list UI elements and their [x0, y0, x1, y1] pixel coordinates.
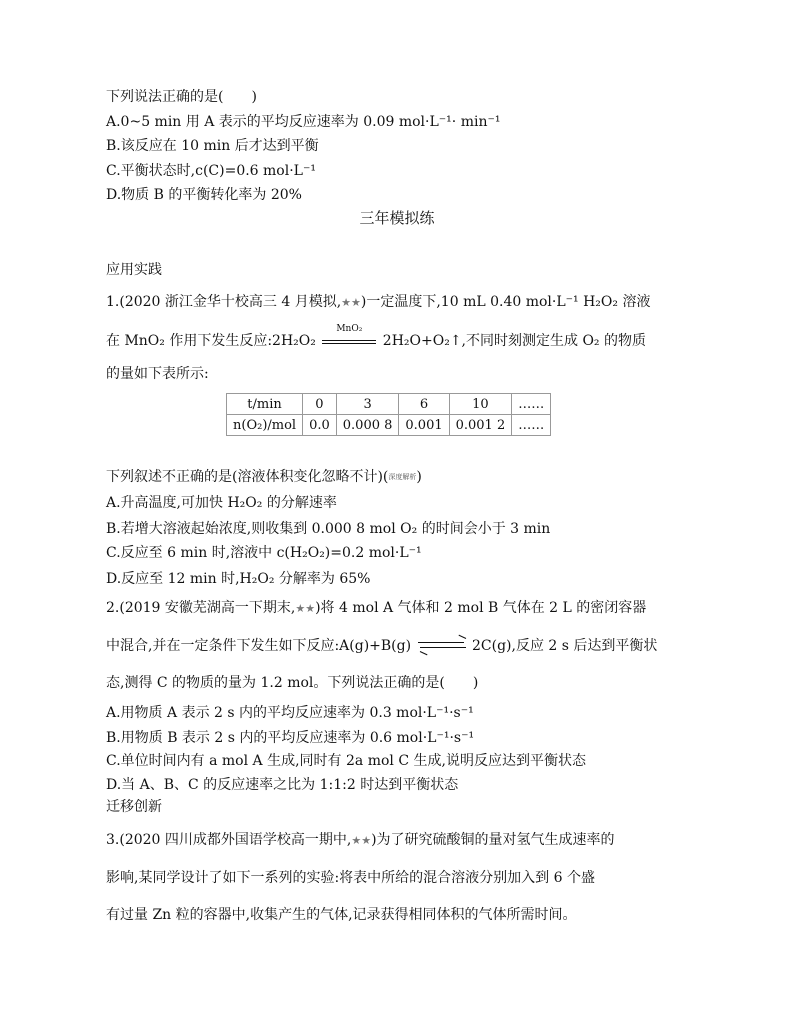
- prev-question-stem: 下列说法正确的是( ): [106, 89, 257, 105]
- q1-line2: [106, 324, 646, 351]
- deep-analysis-tag: 深度解析: [388, 473, 417, 481]
- table-cell: 10: [449, 394, 512, 415]
- q1-line3: 的量如下表所示:: [106, 366, 209, 382]
- table-cell: 6: [399, 394, 449, 415]
- table-cell: n(O₂)/mol: [227, 415, 303, 436]
- q3-line1-text: )为了研究硫酸铜的量对氢气生成速率的: [371, 832, 615, 848]
- q1-option-d: D.反应至 12 min 时,H₂O₂ 分解率为 65%: [106, 571, 371, 587]
- section-title: 三年模拟练: [359, 209, 435, 227]
- q1-reaction-right: 2H₂O+O₂↑,不同时刻测定生成 O₂ 的物质: [382, 333, 646, 349]
- q2-option-c: C.单位时间内有 a mol A 生成,同时有 2a mol C 生成,说明反应达到平衡状态: [106, 753, 586, 769]
- q3-source: 3.(2020 四川成都外国语学校高一期中,: [106, 832, 352, 848]
- subsection-heading-practice: 应用实践: [106, 262, 162, 278]
- table-row: [227, 415, 551, 436]
- q2-option-b: B.用物质 B 表示 2 s 内的平均反应速率为 0.6 mol·L⁻¹·s⁻¹: [106, 730, 475, 746]
- q2-reaction-right: 2C(g),反应 2 s 后达到平衡状: [471, 638, 658, 654]
- q1-option-b: B.若增大溶液起始浓度,则收集到 0.000 8 mol O₂ 的时间会小于 3 min: [106, 521, 551, 537]
- q3-line3: 有过量 Zn 粒的容器中,收集产生的气体,记录获得相同体积的气体所需时间。: [106, 907, 577, 923]
- prev-option-d: D.物质 B 的平衡转化率为 20%: [106, 187, 302, 203]
- q1-option-c: C.反应至 6 min 时,溶液中 c(H₂O₂)=0.2 mol·L⁻¹: [106, 545, 422, 561]
- q2-line3: 态,测得 C 的物质的量为 1.2 mol。下列说法正确的是( ): [106, 675, 479, 691]
- table-cell: 0.001 2: [449, 415, 512, 436]
- q2-line1: [106, 598, 646, 619]
- table-cell: 0.0: [303, 415, 337, 436]
- table-cell: 3: [336, 394, 399, 415]
- subsection-heading-innovation: 迁移创新: [106, 799, 162, 815]
- table-cell: ……: [512, 415, 551, 436]
- prev-option-a: A.0~5 min 用 A 表示的平均反应速率为 0.09 mol·L⁻¹· min⁻¹: [106, 114, 501, 130]
- table-cell: 0.001: [399, 415, 449, 436]
- prev-option-c: C.平衡状态时,c(C)=0.6 mol·L⁻¹: [106, 163, 316, 179]
- q2-option-d: D.当 A、B、C 的反应速率之比为 1:1:2 时达到平衡状态: [106, 777, 459, 793]
- q2-line1-text: )将 4 mol A 气体和 2 mol B 气体在 2 L 的密闭容器: [315, 600, 647, 616]
- table-cell: ……: [512, 394, 551, 415]
- table-cell: 0: [303, 394, 337, 415]
- table-cell: t/min: [227, 394, 303, 415]
- o2-data-table: [226, 393, 551, 436]
- reaction-arrow-icon: [320, 324, 378, 351]
- catalyst-label: MnO₂: [336, 324, 363, 334]
- q1-line1: [106, 292, 650, 313]
- q2-line2: [106, 636, 657, 656]
- q1-line1-text: )一定温度下,10 mL 0.40 mol·L⁻¹ H₂O₂ 溶液: [360, 294, 651, 310]
- q1-option-a: A.升高温度,可加快 H₂O₂ 的分解速率: [106, 495, 337, 511]
- difficulty-star-icon: ★★: [351, 834, 372, 847]
- table-row: [227, 394, 551, 415]
- q1-reaction-left: 在 MnO₂ 作用下发生反应:2H₂O₂: [106, 333, 316, 349]
- difficulty-star-icon: ★★: [341, 296, 361, 309]
- q1-stem-close: ): [416, 469, 422, 485]
- q1-source: 1.(2020 浙江金华十校高三 4 月模拟,: [106, 294, 342, 310]
- q1-stem-text: 下列叙述不正确的是(溶液体积变化忽略不计)(: [106, 469, 389, 485]
- q2-source: 2.(2019 安徽芜湖高一下期末,: [106, 600, 296, 616]
- equilibrium-arrow-icon: [416, 639, 468, 653]
- q2-option-a: A.用物质 A 表示 2 s 内的平均反应速率为 0.3 mol·L⁻¹·s⁻¹: [106, 705, 474, 721]
- q1-stem: [106, 467, 422, 487]
- q3-line1: [106, 830, 615, 851]
- q3-line2: 影响,某同学设计了如下一系列的实验:将表中所给的混合溶液分别加入到 6 个盛: [106, 870, 595, 886]
- prev-option-b: B.该反应在 10 min 后才达到平衡: [106, 138, 319, 154]
- table-cell: 0.000 8: [336, 415, 399, 436]
- q2-reaction-left: 中混合,并在一定条件下发生如下反应:A(g)+B(g): [106, 638, 412, 654]
- difficulty-star-icon: ★★: [295, 602, 316, 615]
